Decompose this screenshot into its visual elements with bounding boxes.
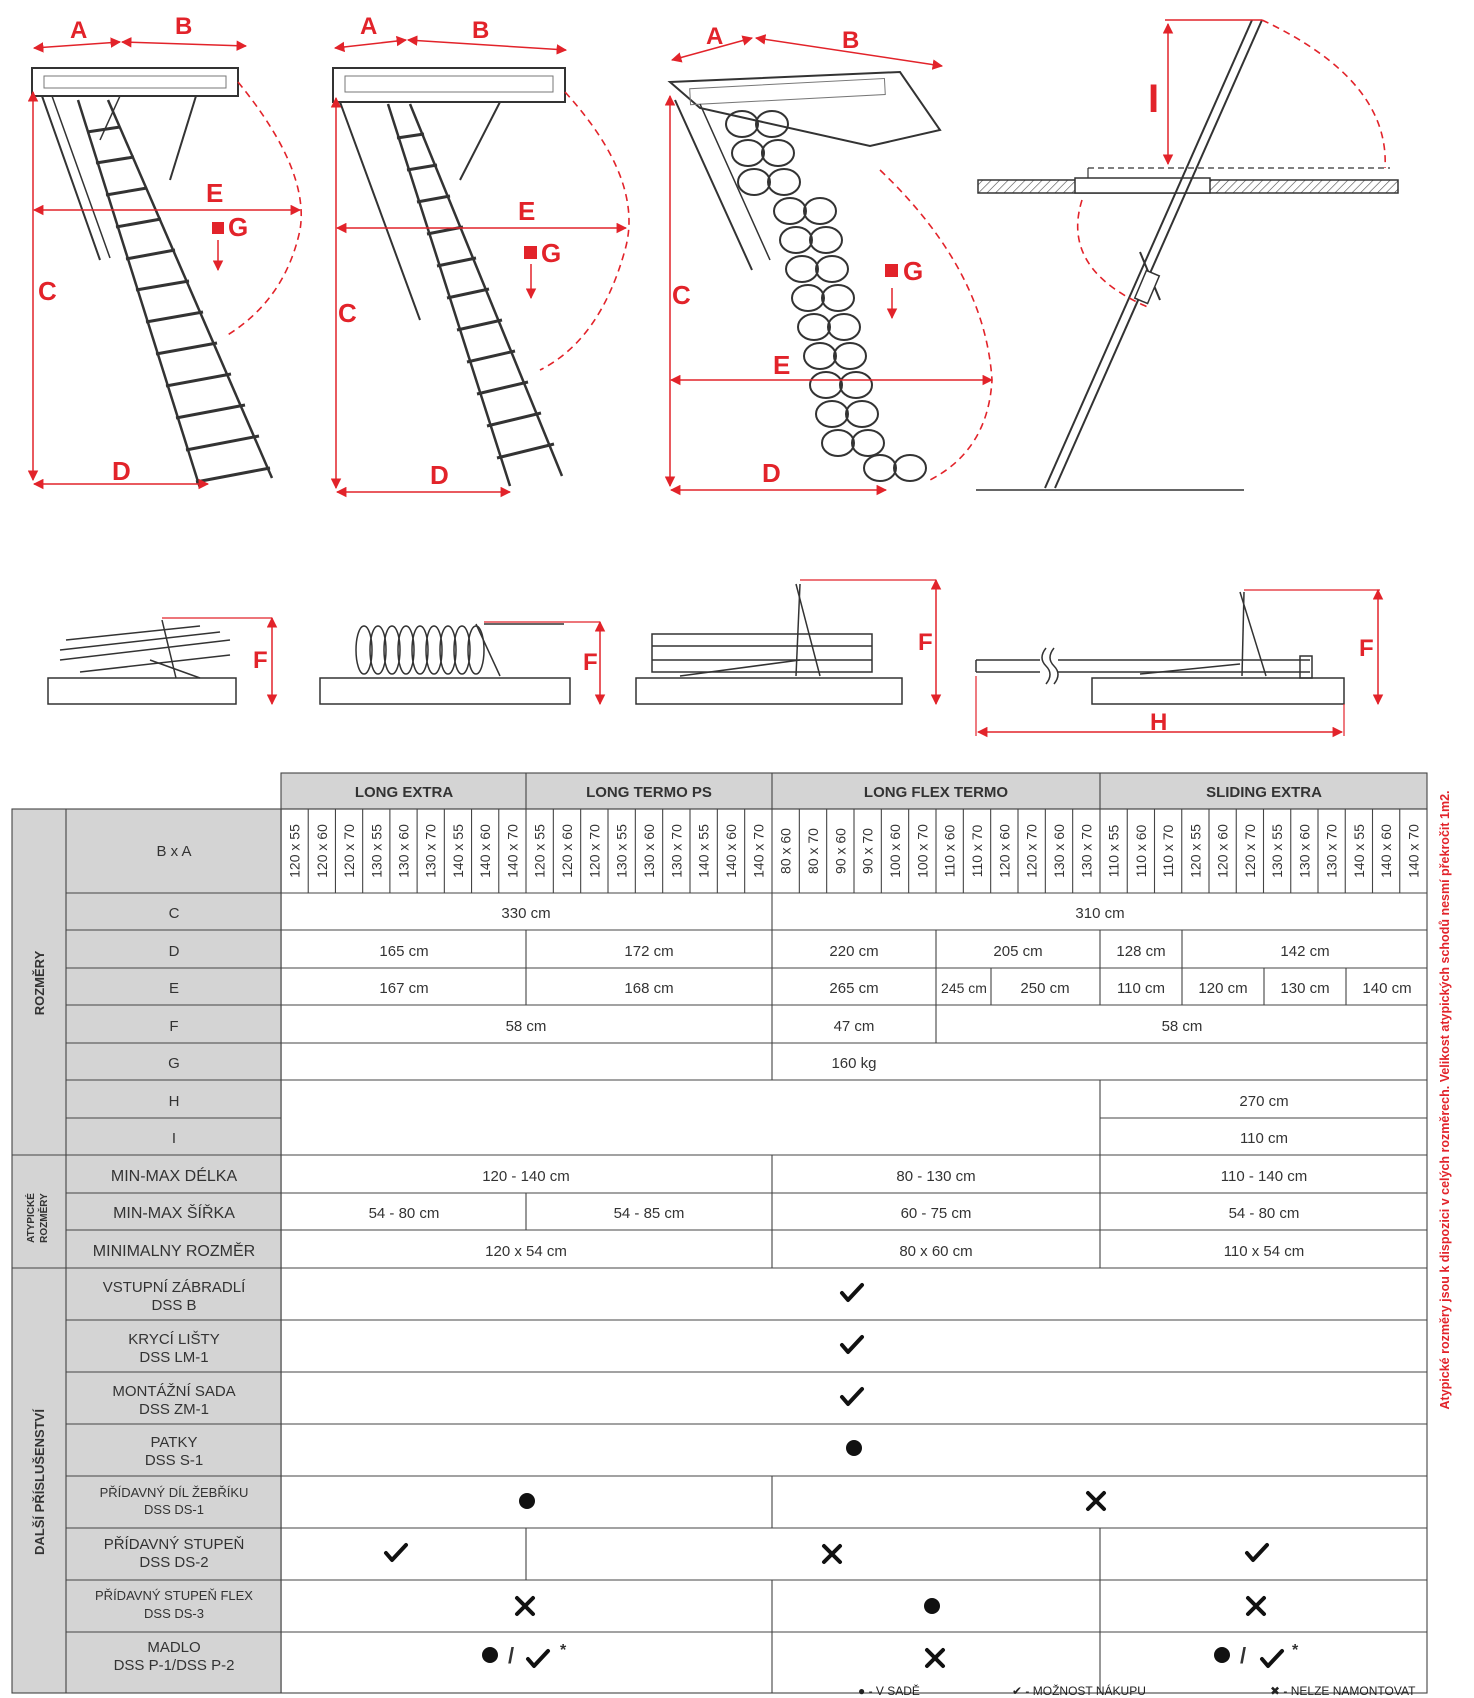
size-header: 130 x 60 [395,824,412,878]
size-header: 140 x 70 [1405,824,1422,878]
size-header: 100 x 60 [887,824,903,878]
size-header: 120 x 55 [531,824,548,878]
label-a: A [360,13,378,40]
row-label-d: D [168,943,180,960]
size-header: 120 x 70 [1241,824,1258,878]
size-header: 110 x 60 [1132,824,1149,878]
check-icon [1247,1545,1267,1560]
value-d: 142 cm [1280,943,1330,960]
size-header: 120 x 60 [313,824,330,878]
accessory-label: KRYCÍ LIŠTY [128,1331,220,1348]
accessory-code: DSS LM-1 [139,1349,209,1366]
label-g: G [541,238,562,268]
legend [0,1684,1474,1698]
row-label-g: G [168,1055,180,1072]
accessory-code: DSS P-1/DSS P-2 [113,1657,235,1674]
accessory-label: PŘÍDAVNÝ STUPEŇ FLEX [95,1588,253,1603]
size-header: 130 x 70 [668,824,685,878]
value-min-max-delka: 120 - 140 cm [482,1168,570,1185]
row-label-min-max-sirka: MIN-MAX ŠÍŘKA [113,1205,235,1222]
size-header: 120 x 55 [1187,824,1204,878]
check-icon [842,1389,862,1404]
size-header: 130 x 70 [1078,824,1095,878]
value-minimalny-rozmer: 80 x 60 cm [899,1243,973,1260]
size-header: 120 x 70 [341,824,358,878]
model-header-long-termo-ps: LONG TERMO PS [586,784,712,801]
value-d: 220 cm [829,943,879,960]
side-note-text: Atypické rozměry jsou k dispozici v celých rozměrech. Velikost atypických schodů nesmí překročit 1m2. [1438,790,1452,1410]
check-icon [1262,1651,1282,1666]
size-header: 140 x 70 [504,824,521,878]
size-header: 130 x 60 [1296,824,1313,878]
size-header: 140 x 55 [1350,824,1367,878]
cross-icon [517,1598,533,1614]
label-f: F [583,649,598,676]
value-d: 172 cm [624,943,674,960]
accessory-code: DSS S-1 [144,1452,204,1469]
legend-not-mountable-label: - NELZE NAMONTOVAT [1283,1684,1416,1698]
value-minimalny-rozmer: 110 x 54 cm [1223,1243,1305,1260]
size-header: 140 x 55 [449,824,466,878]
size-header: 120 x 70 [586,824,603,878]
value-min-max-sirka: 60 - 75 cm [900,1205,972,1222]
cross-icon: ✖ [1270,1684,1281,1698]
dot-icon [519,1493,535,1509]
accessory-label: MONTÁŽNÍ SADA [112,1383,236,1400]
size-header: 110 x 55 [1105,824,1122,878]
label-f: F [918,629,933,656]
value-min-max-sirka: 54 - 80 cm [368,1205,440,1222]
label-e: E [773,350,791,380]
size-header: 130 x 70 [422,824,439,878]
value-e: 167 cm [379,980,429,997]
value-g: 160 kg [831,1055,877,1072]
size-header: 100 x 70 [914,824,931,878]
legend-in-set-label: - V SADĚ [868,1684,920,1698]
size-header: 130 x 60 [641,824,657,878]
value-d: 205 cm [993,943,1043,960]
accessory-label: MADLO [147,1639,201,1656]
value-e: 110 cm [1116,980,1166,997]
madlo-asterisk: * [1292,1642,1299,1659]
check-icon [528,1651,548,1666]
size-header: 120 x 60 [1214,824,1231,878]
size-header: 90 x 70 [859,828,876,874]
dot-icon [846,1440,862,1456]
size-header: 130 x 55 [368,824,385,878]
label-h: H [1150,709,1168,736]
value-h: 270 cm [1239,1093,1289,1110]
size-header: 120 x 70 [1023,824,1040,878]
size-header: 110 x 70 [969,824,985,878]
value-f: 58 cm [1161,1018,1203,1035]
label-b: B [842,27,860,54]
size-header: 80 x 60 [777,828,794,874]
madlo-slash: / [508,1643,515,1668]
size-header: 120 x 60 [996,824,1013,878]
label-f: F [253,647,268,674]
label-c: C [38,276,57,306]
value-e: 130 cm [1280,980,1330,997]
value-d: 128 cm [1116,943,1166,960]
label-b: B [472,17,490,44]
row-label-i: I [171,1130,177,1147]
size-header: 80 x 70 [805,828,821,874]
size-header: 130 x 60 [1051,824,1067,878]
madlo-asterisk: * [560,1642,567,1659]
dot-icon [1214,1647,1230,1663]
label-f: F [1359,635,1374,662]
value-e: 265 cm [829,980,879,997]
value-e: 250 cm [1020,980,1070,997]
value-i: 110 cm [1239,1130,1289,1147]
row-label-h: H [168,1093,180,1110]
value-e: 168 cm [624,980,674,997]
value-e: 120 cm [1198,980,1248,997]
size-header: 130 x 55 [613,824,630,878]
row-label-c: C [168,905,180,922]
label-e: E [518,196,536,226]
value-d: 165 cm [379,943,429,960]
label-e: E [206,178,224,208]
legend-purchase-label: - MOŽNOST NÁKUPU [1025,1684,1146,1698]
group-label-atypicke-rozmery: ROZMĚRY [39,1193,50,1243]
row-label-e: E [168,980,180,997]
model-header-sliding-extra: SLIDING EXTRA [1206,784,1322,801]
model-header-long-extra: LONG EXTRA [354,784,454,801]
check-icon [842,1285,862,1300]
value-minimalny-rozmer: 120 x 54 cm [485,1243,567,1260]
accessory-code: DSS ZM-1 [138,1401,210,1418]
size-header: 140 x 60 [1378,824,1395,878]
accessory-label: VSTUPNÍ ZÁBRADLÍ [102,1279,246,1296]
size-header: 140 x 70 [750,824,767,878]
accessory-code: DSS DS-1 [144,1502,204,1517]
size-header: 110 x 70 [1160,824,1177,878]
value-f: 58 cm [505,1018,547,1035]
madlo-slash: / [1240,1643,1247,1668]
size-header: 130 x 55 [1269,824,1286,878]
legend-not-mountable [1270,1684,1415,1698]
label-g: G [903,256,924,286]
dot-icon [924,1598,940,1614]
size-header: 90 x 60 [832,828,849,874]
label-g: G [228,212,249,242]
label-c: C [338,298,357,328]
label-a: A [706,23,724,50]
label-d: D [430,460,449,490]
size-header: 130 x 70 [1323,824,1340,878]
accessory-code: DSS DS-2 [139,1554,209,1571]
label-c: C [672,280,691,310]
size-header: 140 x 60 [723,824,739,878]
check-icon [386,1545,406,1560]
legend-purchase [1012,1684,1146,1698]
row-label-f: F [169,1018,179,1035]
value-c-flex-sliding: 310 cm [1075,905,1125,922]
legend-in-set [858,1684,920,1698]
row-label-min-max-delka: MIN-MAX DÉLKA [110,1168,238,1185]
size-header: 140 x 60 [477,824,494,878]
value-e: 245 cm [941,980,987,996]
model-header-long-flex-termo: LONG FLEX TERMO [863,784,1009,801]
size-header: 120 x 60 [559,824,575,878]
accessory-label: PŘÍDAVNÝ DÍL ŽEBŘÍKU [99,1485,249,1500]
value-f: 47 cm [833,1018,875,1035]
label-b: B [175,13,193,40]
size-header: 110 x 60 [941,824,958,878]
cross-icon [927,1650,943,1666]
accessory-code: DSS B [151,1297,197,1314]
accessory-label: PATKY [150,1434,198,1451]
group-label-atypicke: ATYPICKÉ [26,1193,37,1243]
row-label-minimalny-rozmer: MINIMALNY ROZMĚR [92,1243,256,1260]
value-min-max-sirka: 54 - 80 cm [1228,1205,1300,1222]
value-c-long: 330 cm [501,905,551,922]
accessory-label: PŘÍDAVNÝ STUPEŇ [103,1536,245,1553]
accessory-code: DSS DS-3 [144,1606,204,1621]
value-e: 140 cm [1362,980,1412,997]
group-label-prislusenstvi: DALŠÍ PŘÍSLUŠENSTVÍ [32,1409,47,1555]
dot-icon [482,1647,498,1663]
label-d: D [762,458,781,488]
cross-icon [1088,1493,1104,1509]
check-icon [842,1337,862,1352]
value-min-max-delka: 80 - 130 cm [896,1168,976,1185]
label-d: D [112,456,131,486]
cross-icon [824,1546,840,1562]
label-i: I [1148,77,1160,121]
dot-icon: ● [858,1684,866,1698]
value-min-max-sirka: 54 - 85 cm [613,1205,685,1222]
check-icon: ✔ [1012,1684,1023,1698]
size-header: 140 x 55 [695,824,712,878]
group-label-rozmery: ROZMĚRY [32,950,47,1016]
size-header: 120 x 55 [286,824,303,878]
label-a: A [70,17,88,44]
cross-icon [1248,1598,1264,1614]
value-min-max-delka: 110 - 140 cm [1220,1168,1308,1185]
row-label-bxa: B x A [156,843,192,860]
